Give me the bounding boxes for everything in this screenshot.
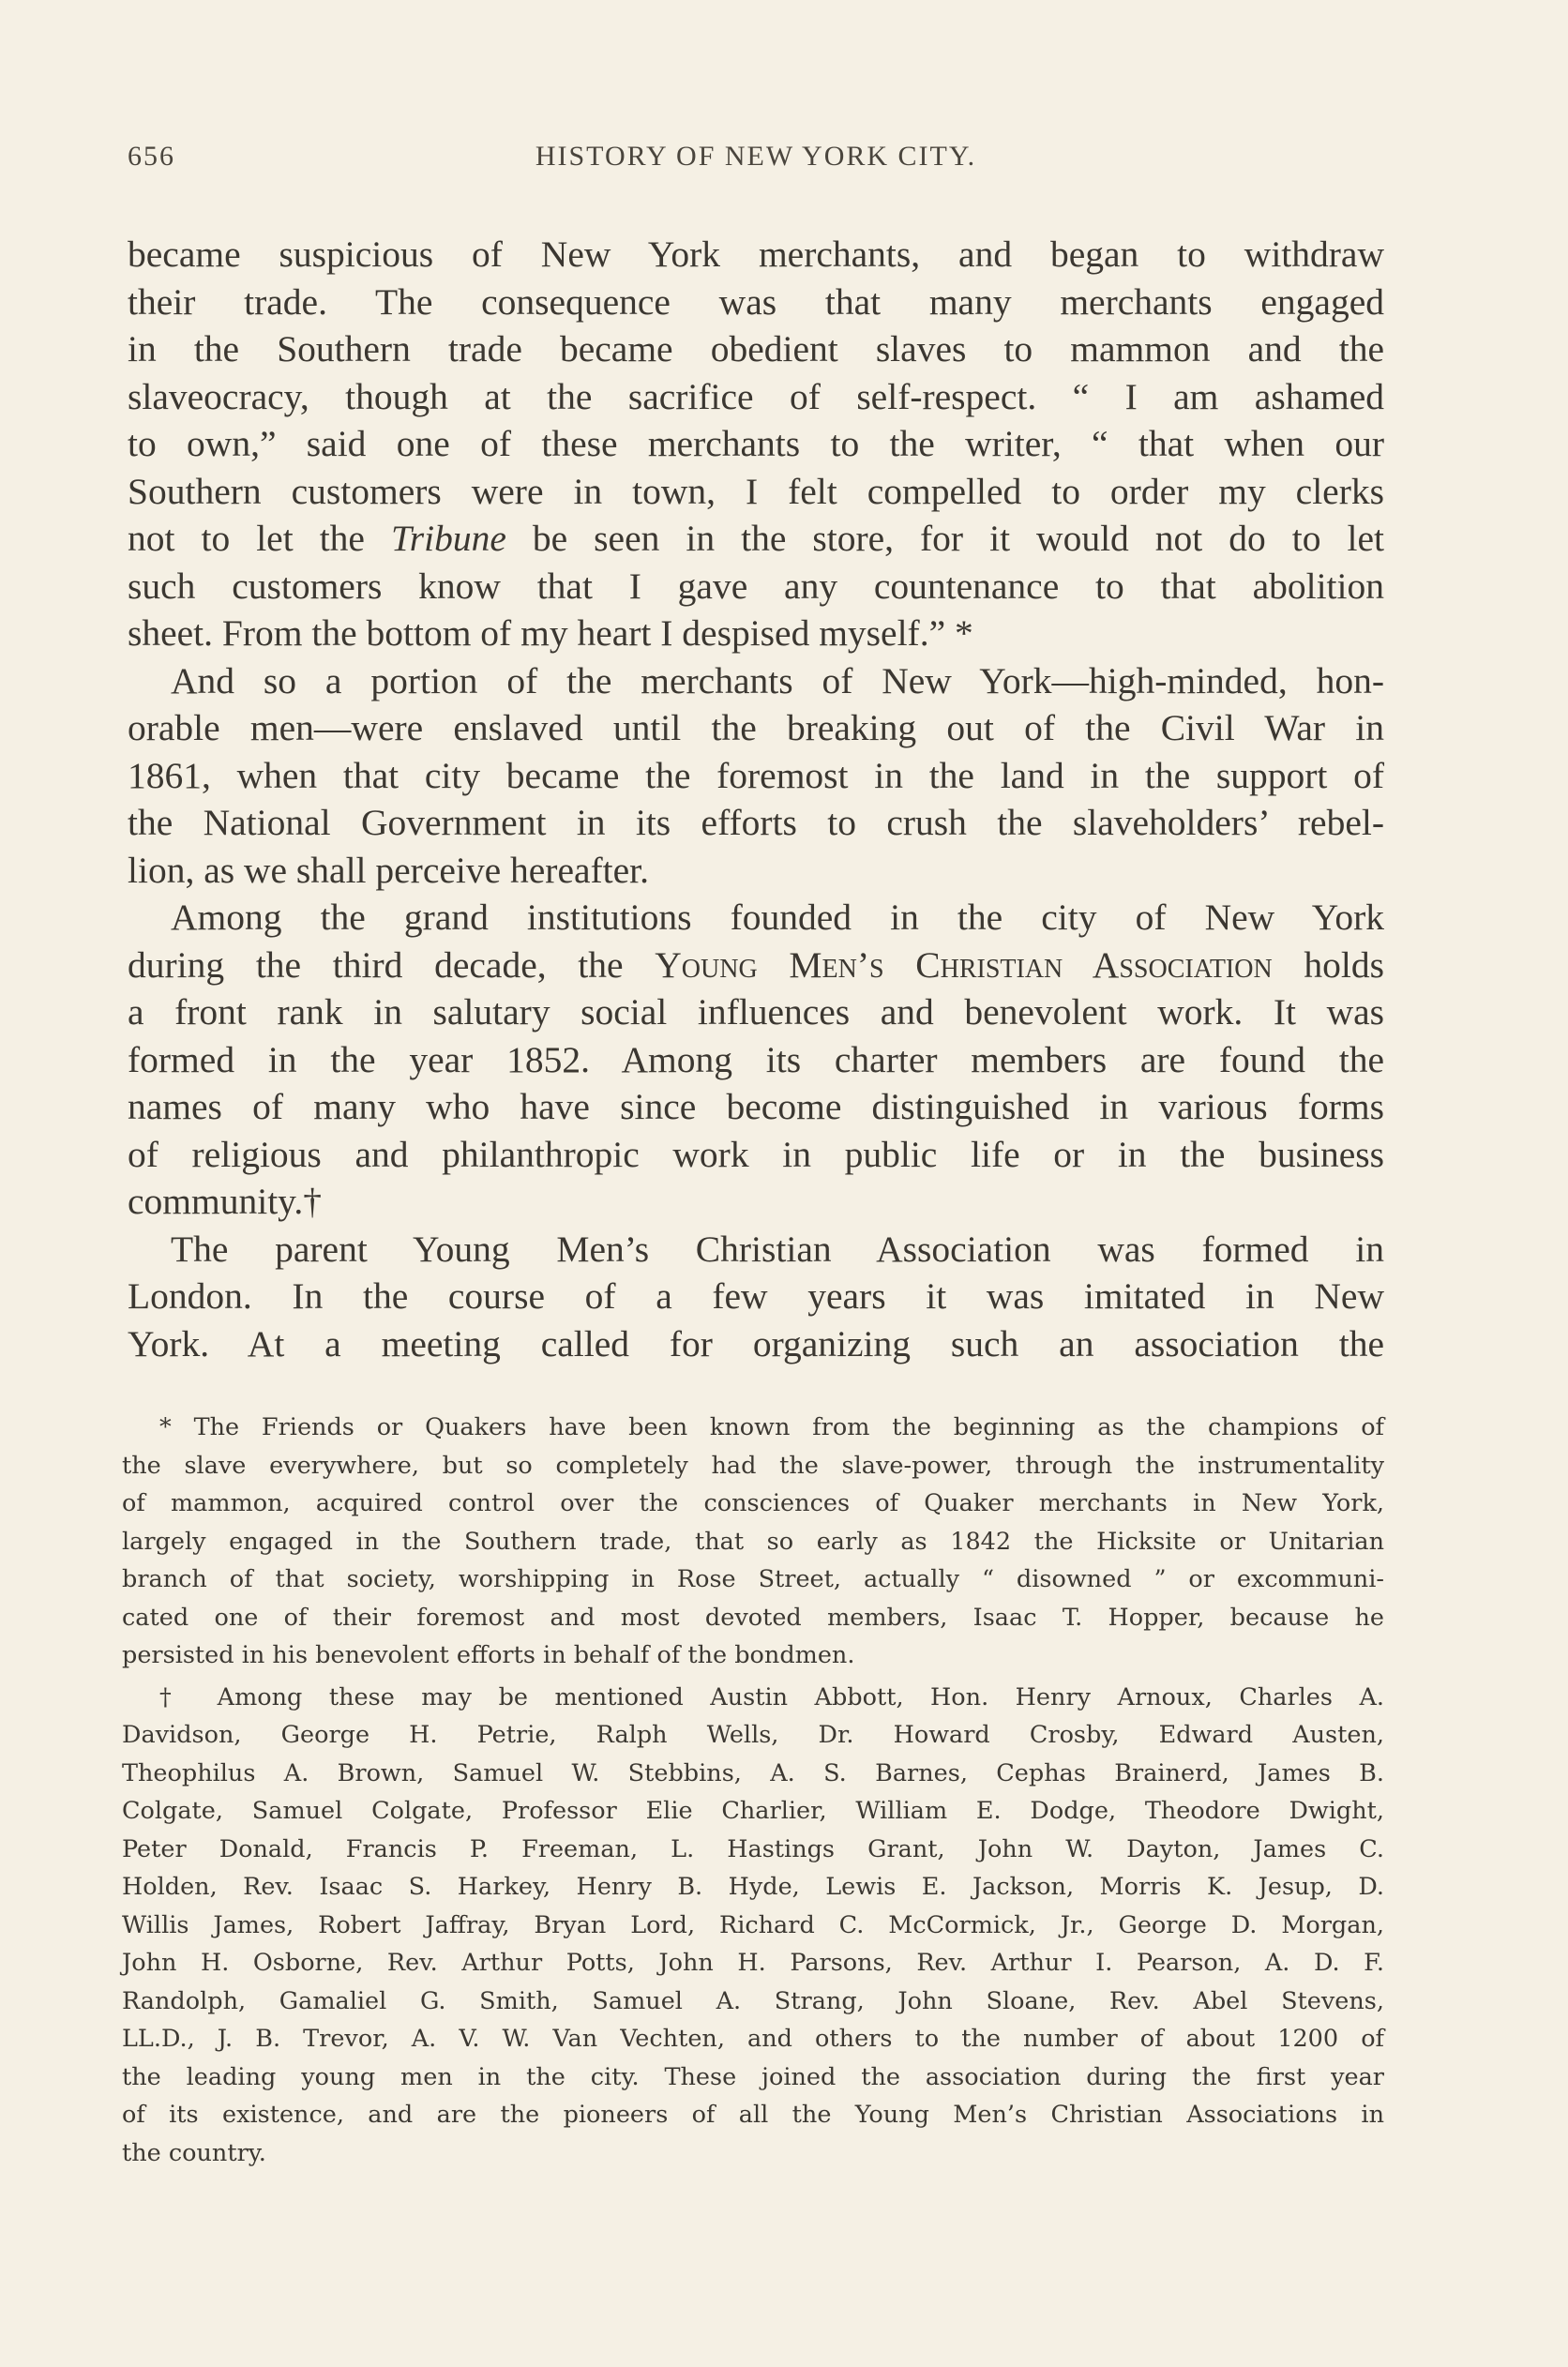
footnote-line: Peter Donald, Francis P. Freeman, L. Hastings Grant, John W. Dayton, James C.: [122, 1834, 1384, 1863]
text-line: such customers know that I gave any countenance to that abolition: [128, 565, 1384, 607]
footnote-line: Theophilus A. Brown, Samuel W. Stebbins, A. S. Barnes, Cephas Brainerd, James B.: [122, 1758, 1384, 1787]
page-number: 656: [128, 141, 175, 172]
footnote-line: Holden, Rev. Isaac S. Harkey, Henry B. Hyde, Lewis E. Jackson, Morris K. Jesup, D.: [122, 1873, 1384, 1901]
text-line: The parent Young Men’s Christian Association was formed in: [171, 1228, 1384, 1270]
text-line: names of many who have since become distinguished in various forms: [128, 1086, 1384, 1127]
body-text: [128, 231, 1384, 1367]
text-line: London. In the course of a few years it was imitated in New: [128, 1275, 1384, 1317]
text-line: community.†: [128, 1181, 322, 1222]
footnote-line: the leading young men in the city. These joined the association during the first year: [122, 2062, 1384, 2091]
text-line: to own,” said one of these merchants to the writer, “ that when our: [128, 423, 1384, 464]
footnote-line: * The Friends or Quakers have been known from the beginning as the champions of: [159, 1413, 1384, 1441]
text-line: became suspicious of New York merchants, and began to withdraw: [128, 234, 1384, 275]
text-line: Southern customers were in town, I felt compelled to order my clerks: [128, 470, 1384, 512]
footnote-line: persisted in his benevolent efforts in behalf of the bondmen.: [122, 1641, 855, 1669]
footnote-line: Willis James, Robert Jaffray, Bryan Lord, Richard C. McCormick, Jr., George D. Morgan,: [122, 1910, 1384, 1939]
footnote-line: branch of that society, worshipping in Rose Street, actually “ disowned ” or excommuni-: [122, 1565, 1384, 1593]
text-line: sheet. From the bottom of my heart I despised myself.” *: [128, 612, 973, 654]
footnote-2: [122, 1679, 1384, 2173]
text-line: slaveocracy, though at the sacrifice of self-respect. “ I am ashamed: [128, 375, 1384, 417]
footnote-line: Randolph, Gamaliel G. Smith, Samuel A. Strang, John Sloane, Rev. Abel Stevens,: [122, 1986, 1384, 2015]
text-segment: not to let the: [128, 518, 391, 559]
text-line: And so a portion of the merchants of New York—high-minded, hon-: [171, 659, 1384, 701]
footnote-line: the country.: [122, 2138, 266, 2167]
text-segment: be seen in the store, for it would not do to let: [505, 518, 1385, 559]
footnote-line: largely engaged in the Southern trade, that so early as 1842 the Hicksite or Unitarian: [122, 1527, 1384, 1556]
footnote-line: the slave everywhere, but so completely had the slave-power, through the instrumentality: [122, 1451, 1384, 1480]
text-line: in the Southern trade became obedient slaves to mammon and the: [128, 328, 1384, 369]
text-line: orable men—were enslaved until the breaking out of the Civil War in: [128, 707, 1384, 748]
text-segment: holds: [1272, 943, 1384, 986]
text-segment: during the third decade, the: [128, 943, 656, 986]
paragraph-4: [128, 1226, 1384, 1368]
ymca-smallcaps: Young Men’s Christian Association: [655, 943, 1273, 986]
text-line: of religious and philanthropic work in public life or in the business: [128, 1133, 1384, 1175]
text-line: 1861, when that city became the foremost in the land in the support of: [128, 754, 1384, 796]
paragraph-2: [128, 657, 1384, 895]
text-line: [128, 942, 1384, 989]
tribune-italic: Tribune: [390, 518, 506, 559]
paragraph-1: [128, 231, 1384, 657]
text-line: a front rank in salutary social influences and benevolent work. It was: [128, 991, 1384, 1033]
text-line: lion, as we shall perceive hereafter.: [128, 849, 650, 891]
footnotes: [122, 1409, 1384, 2172]
text-line: Among the grand institutions founded in the city of New York: [171, 897, 1384, 938]
footnote-line: Davidson, George H. Petrie, Ralph Wells, Dr. Howard Crosby, Edward Austen,: [122, 1721, 1384, 1749]
text-line: the National Government in its efforts to crush the slaveholders’ rebel-: [128, 802, 1384, 843]
footnote-1: [122, 1409, 1384, 1675]
footnote-line: John H. Osborne, Rev. Arthur Potts, John H. Parsons, Rev. Arthur I. Pearson, A. D. F.: [122, 1949, 1384, 1977]
page-header: [128, 141, 1384, 178]
text-line: York. At a meeting called for organizing such an association the: [128, 1322, 1384, 1364]
footnote-line: of its existence, and are the pioneers of all the Young Men’s Christian Associations in: [122, 2101, 1384, 2129]
text-line: formed in the year 1852. Among its charter members are found the: [128, 1038, 1384, 1080]
footnote-line: Colgate, Samuel Colgate, Professor Elie Charlier, William E. Dodge, Theodore Dwight,: [122, 1797, 1384, 1825]
text-line: [128, 515, 1384, 563]
paragraph-3: [128, 894, 1384, 1226]
footnote-line: of mammon, acquired control over the consciences of Quaker merchants in New York,: [122, 1489, 1384, 1517]
footnote-line: † Among these may be mentioned Austin Abbott, Hon. Henry Arnoux, Charles A.: [159, 1682, 1384, 1711]
running-head: HISTORY OF NEW YORK CITY.: [535, 141, 977, 172]
text-line: their trade. The consequence was that many merchants engaged: [128, 280, 1384, 323]
footnote-line: LL.D., J. B. Trevor, A. V. W. Van Vechten, and others to the number of about 1200 of: [122, 2025, 1384, 2053]
footnote-line: cated one of their foremost and most devoted members, Isaac T. Hopper, because he: [122, 1603, 1384, 1632]
